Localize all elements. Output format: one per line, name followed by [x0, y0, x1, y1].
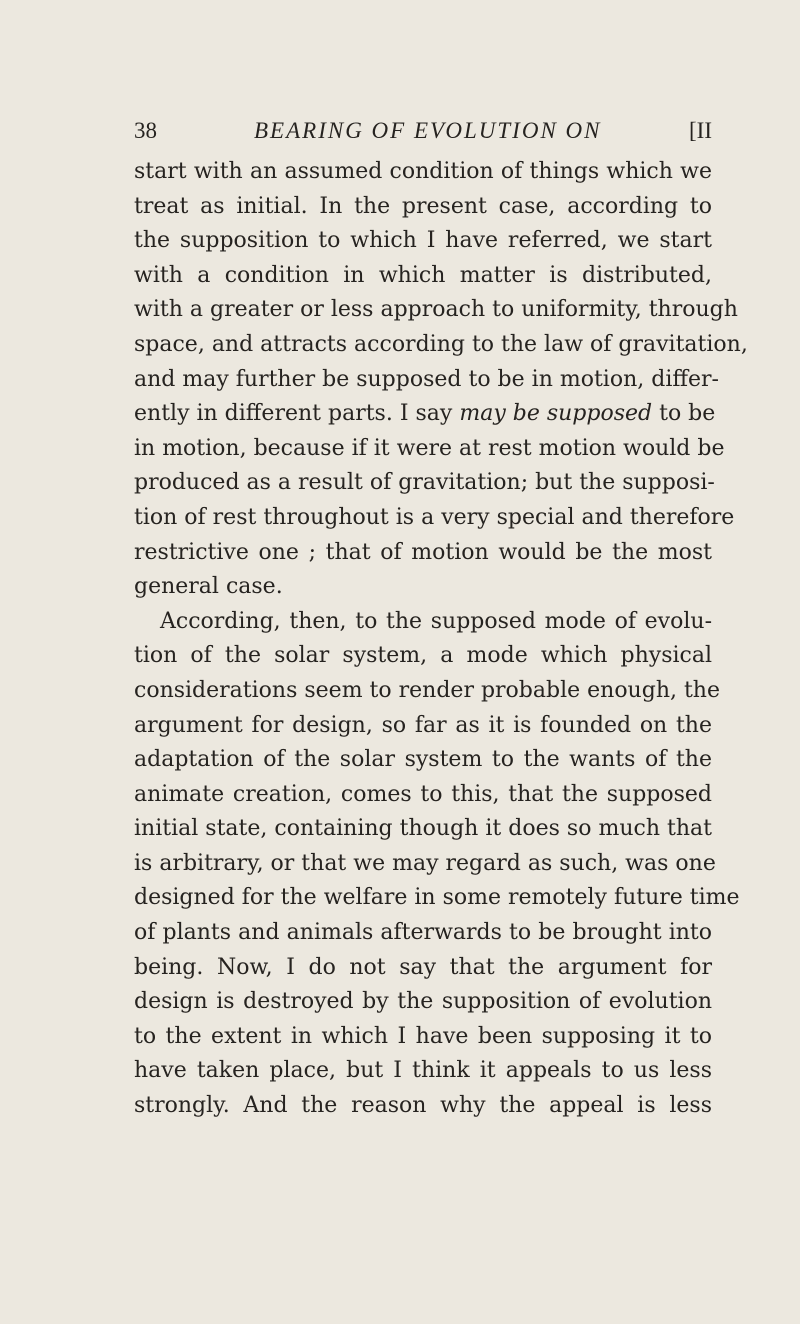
text-line: space, and attracts according to the law of gravitation, [134, 331, 748, 357]
text-line: initial state, containing though it does so much that [134, 816, 712, 842]
text-line-emphasis [134, 397, 716, 432]
text-line: restrictive one ; that of motion would be the most [134, 539, 712, 565]
text-line: treat as initial. In the present case, according to [134, 193, 712, 219]
text-line: in motion, because if it were at rest motion would be [134, 435, 725, 461]
text-fragment: to be [652, 401, 716, 427]
text-line: general case. [134, 574, 283, 600]
text-fragment: ently in different parts. I say [134, 401, 460, 427]
text-line: tion of the solar system, a mode which physical [134, 643, 712, 669]
italic-phrase: may be supposed [459, 401, 653, 427]
text-line: is arbitrary, or that we may regard as such, was one [134, 850, 716, 876]
running-header [134, 118, 712, 152]
text-line: have taken place, but I think it appeals to us less [134, 1058, 712, 1084]
text-line: strongly. And the reason why the appeal is less [134, 1093, 712, 1119]
text-line: adaptation of the solar system to the wants of the [134, 747, 712, 773]
text-line: design is destroyed by the supposition of evolution [134, 989, 712, 1015]
text-line: animate creation, comes to this, that the supposed [134, 781, 712, 807]
text-line: tion of rest throughout is a very special and therefore [134, 504, 735, 530]
text-line: considerations seem to render probable enough, the [134, 677, 720, 703]
running-title: BEARING OF EVOLUTION ON [254, 118, 602, 143]
page-body [134, 155, 748, 1124]
page-number: 38 [134, 118, 157, 143]
text-line: produced as a result of gravitation; but the supposi- [134, 470, 715, 496]
text-line: to the extent in which I have been supposing it to [134, 1023, 712, 1049]
text-line: the supposition to which I have referred, we start [134, 228, 712, 254]
text-line: designed for the welfare in some remotely future time [134, 885, 740, 911]
text-line: with a condition in which matter is distributed, [134, 262, 712, 288]
text-line: of plants and animals afterwards to be brought into [134, 920, 712, 946]
paragraph-start: According, then, to the supposed mode of evolu- [160, 608, 712, 634]
text-line: argument for design, so far as it is founded on the [134, 712, 712, 738]
text-line: start with an assumed condition of things which we [134, 159, 712, 184]
text-line: with a greater or less approach to uniformity, through [134, 297, 738, 323]
chapter-mark: [II [689, 118, 712, 143]
text-line: and may further be supposed to be in motion, differ- [134, 366, 719, 392]
text-line: being. Now, I do not say that the argument for [134, 954, 712, 980]
